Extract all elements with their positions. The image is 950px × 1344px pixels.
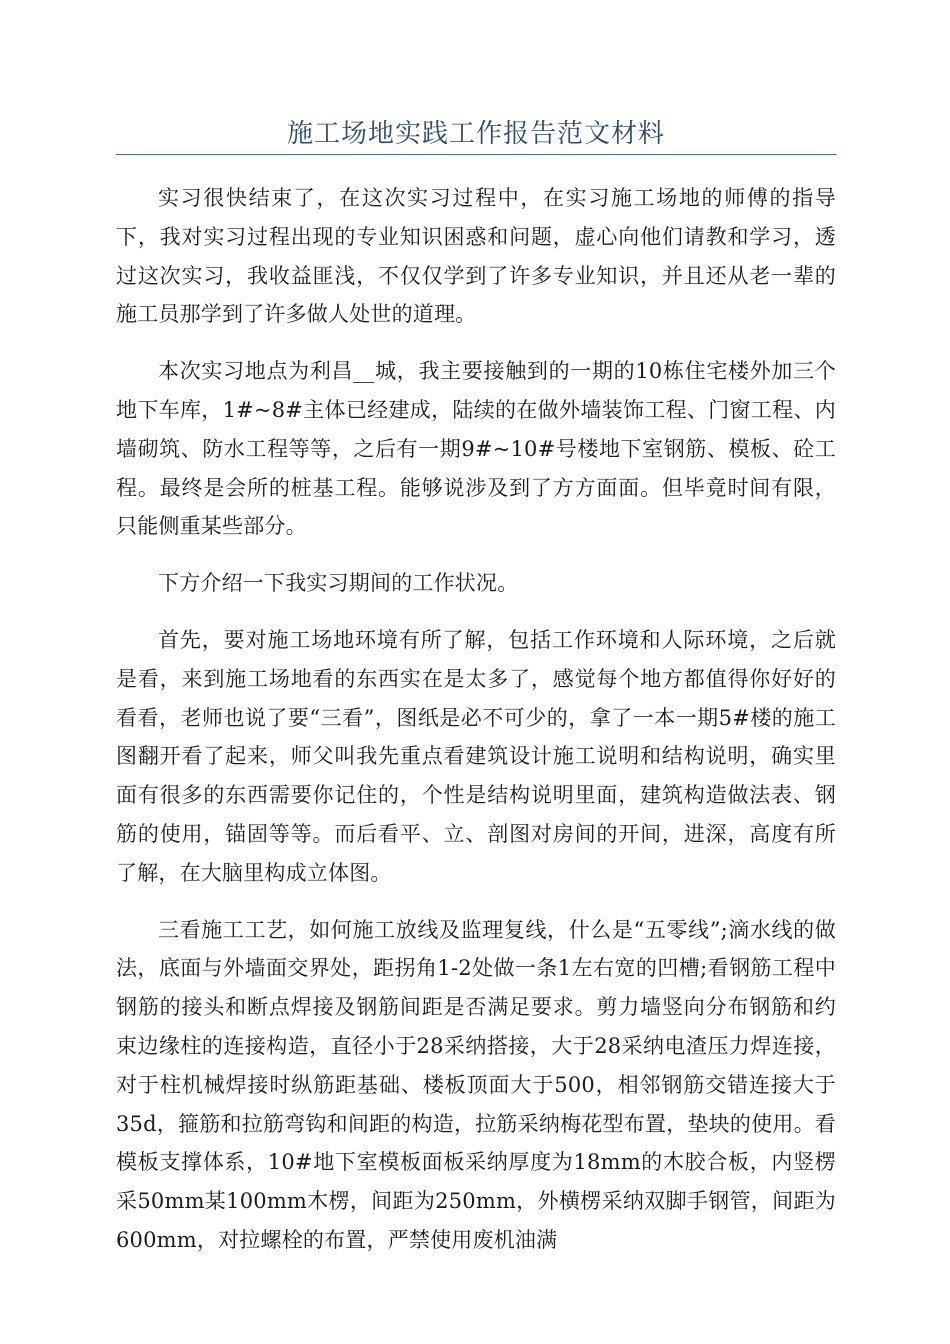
paragraph-1: 实习很快结束了，在这次实习过程中，在实习施工场地的师傅的指导下，我对实习过程出现的专业知识困惑和问题，虚心向他们请教和学习，透过这次实习，我收益匪浅，不仅仅学到了许多专业知识，并且还从老一辈的施工员那学到了许多做人处世的道理。: [116, 186, 836, 327]
paragraph-5: 三看施工工艺，如何施工放线及监理复线，什么是“五零线”;滴水线的做法，底面与外墙面交界处，距拐角1-2处做一条1左右宽的凹槽;看钢筋工程中钢筋的接头和断点焊接及钢筋间距是否满足要求。剪力墙竖向分布钢筋和约束边缘柱的连接构造，直径小于28采纳搭接，大于28采纳电渣压力焊连接，对于柱机械焊接时纵筋距基础、楼板顶面大于500，相邻钢筋交错连接大于35d，箍筋和拉筋弯钩和间距的构造，拉筋采纳梅花型布置，垫块的使用。看模板支撑体系，10#地下室模板面板采纳厚度为18mm的木胶合板，内竖楞采50mm某100mm木楞，间距为250mm，外横楞采纳双脚手钢管，间距为600mm，对拉螺栓的布置，严禁使用废机油满: [116, 917, 836, 1252]
document-title: 施工场地实践工作报告范文材料: [286, 119, 665, 149]
document-page: [116, 0, 836, 1278]
title-underline: [116, 154, 836, 155]
paragraph-2: 本次实习地点为利昌__城，我主要接触到的一期的10栋住宅楼外加三个地下车库，1#~8#主体已经建成，陆续的在做外墙装饰工程、门窗工程、内墙砌筑、防水工程等等，之后有一期9#~10#号楼地下室钢筋、模板、砼工程。最终是会所的桩基工程。能够说涉及到了方方面面。但毕竟时间有限，只能侧重某些部分。: [116, 359, 836, 539]
paragraph-3: 下方介绍一下我实习期间的工作状况。: [158, 571, 519, 596]
document-body: [116, 179, 836, 1260]
paragraph-4: 首先，要对施工场地环境有所了解，包括工作环境和人际环境，之后就是看，来到施工场地看的东西实在是太多了，感觉每个地方都值得你好好的看看，老师也说了要“三看”，图纸是必不可少的，拿了一本一期5#楼的施工图翻开看了起来，师父叫我先重点看建筑设计施工说明和结构说明，确实里面有很多的东西需要你记住的，个性是结构说明里面，建筑构造做法表、钢筋的使用，锚固等等。而后看平、立、剖图对房间的开间，进深，高度有所了解，在大脑里构成立体图。: [116, 627, 836, 885]
